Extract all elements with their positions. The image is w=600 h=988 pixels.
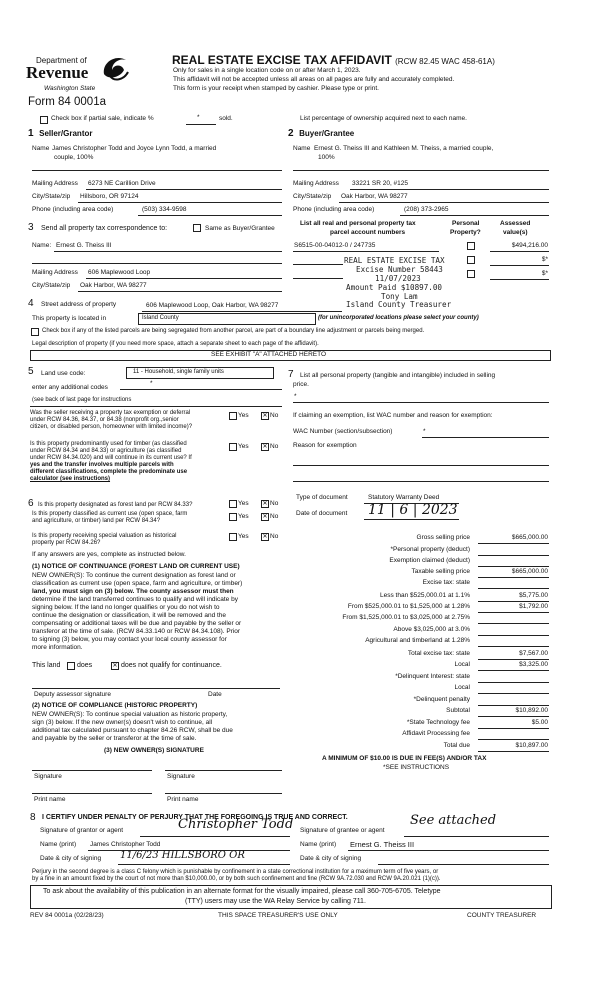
tax-row-value[interactable]: $7,567.00 bbox=[519, 650, 548, 657]
dept-line3: Washington State bbox=[44, 85, 96, 92]
parcel-col2-header: Personal bbox=[452, 220, 480, 227]
parcel-row1-value[interactable]: $494,216.00 bbox=[511, 242, 548, 249]
tax-row-underline bbox=[478, 623, 549, 624]
land-does-not-label: does not qualify for continuance. bbox=[121, 662, 222, 669]
q-timber-line4: yes and the transfer involves multiple parcels with bbox=[30, 462, 174, 468]
q-exemption-no-label: No bbox=[270, 412, 279, 419]
corr-city[interactable]: Oak Harbor, WA 98277 bbox=[80, 282, 147, 289]
tax-row-underline bbox=[478, 659, 549, 660]
name-grantee-label: Name (print) bbox=[300, 841, 337, 848]
deputy-date-label: Date bbox=[208, 691, 222, 698]
parcel-row3-value-underline bbox=[490, 279, 549, 280]
minimum-fee-note: A MINIMUM OF $10.00 IS DUE IN FEE(S) AND/OR TAX bbox=[322, 755, 487, 762]
q-timber-line5: different classifications, complete the predominate use bbox=[30, 469, 188, 475]
land-does-not-checkbox[interactable]: ✕ bbox=[112, 663, 118, 669]
name-grantor-label: Name (print) bbox=[40, 841, 77, 848]
q-current-use-yes-checkbox[interactable] bbox=[229, 513, 237, 521]
tax-row-label: From $1,525,000.01 to $3,025,000 at 2.75% bbox=[342, 614, 470, 621]
new-owner-print-label-2: Print name bbox=[167, 796, 199, 803]
property-street[interactable]: 606 Maplewood Loop, Oak Harbor, WA 98277 bbox=[146, 302, 279, 309]
wac-underline bbox=[422, 437, 549, 438]
located-label: This property is located in bbox=[32, 315, 107, 322]
q-timber-line1: Is this property predominantly used for timber (as classified bbox=[30, 441, 187, 447]
notice2-line3: additional tax calculated pursuant to chapter 84.26 RCW, shall be due bbox=[32, 727, 233, 734]
notice3-title: (3) NEW OWNER(S) SIGNATURE bbox=[104, 747, 204, 754]
reason-label: Reason for exemption bbox=[293, 442, 357, 449]
seller-city[interactable]: Hillsboro, OR 97124 bbox=[80, 193, 139, 200]
notice1-line8: transferor at the time of sale. (RCW 84.33.140 or RCW 84.34.108). Prior bbox=[32, 628, 241, 635]
parcel-col1-header-b: parcel account numbers bbox=[330, 229, 406, 236]
personal-property-num: 7 bbox=[288, 369, 294, 380]
revenue-swirl-icon bbox=[100, 54, 130, 82]
buyer-mailing-underline bbox=[350, 189, 549, 190]
tax-row-label: Local bbox=[454, 684, 470, 691]
corr-blank-underline bbox=[32, 263, 282, 264]
new-owner-print-label-1: Print name bbox=[34, 796, 66, 803]
parcel-row1-number[interactable]: S6515-00-04012-0 / 247735 bbox=[294, 242, 376, 249]
q-timber-line6[interactable]: calculator (see instructions) bbox=[30, 476, 111, 482]
partial-sold-label: sold. bbox=[219, 115, 233, 122]
corr-mailing-label: Mailing Address bbox=[32, 269, 78, 276]
property-street-underline bbox=[142, 311, 342, 312]
tax-row-underline bbox=[478, 693, 549, 694]
tax-row-underline bbox=[478, 646, 549, 647]
notice1-line3: land, you must sign on (3) below. The county assessor must then bbox=[32, 588, 234, 595]
new-owner-signature-line-2 bbox=[165, 770, 282, 771]
stamp-line6: Island County Treasurer bbox=[346, 300, 452, 309]
this-land-label: This land bbox=[32, 662, 61, 669]
q-exemption-line2: under RCW 84.36, 84.37, or 84.38 (nonprofit org.,senior bbox=[30, 417, 179, 423]
corr-name-label: Name: bbox=[32, 242, 52, 249]
doc-date-underline bbox=[364, 519, 459, 520]
stamp-line3: 11/07/2023 bbox=[375, 274, 421, 283]
parcel-row1-underline bbox=[293, 251, 439, 252]
q-forest-yes-label: Yes bbox=[238, 500, 249, 507]
notice2-line1: NEW OWNER(S): To continue special valuation as historic property, bbox=[32, 711, 228, 718]
seller-city-label: City/State/zip bbox=[32, 193, 71, 200]
seller-phone[interactable]: (503) 334-9598 bbox=[142, 206, 187, 213]
date-grantor-line bbox=[118, 864, 290, 865]
q-historic-yes-label: Yes bbox=[238, 533, 249, 540]
q-forest-label: Is this property designated as forest land per RCW 84.33? bbox=[38, 502, 193, 508]
seller-name-label: Name bbox=[32, 145, 50, 152]
form-number: Form 84 0001a bbox=[28, 96, 106, 108]
legal-description-label: Legal description of property (if you need more space, attach a separate sheet to each page of the affidavit). bbox=[32, 341, 319, 347]
seller-name-line1[interactable]: James Christopher Todd and Joyce Lynn Todd, a married bbox=[52, 145, 217, 152]
q-forest-no-label: No bbox=[270, 500, 279, 507]
q-current-use-no-checkbox[interactable]: ✕ bbox=[262, 514, 268, 520]
buyer-city-label: City/State/zip bbox=[293, 193, 332, 200]
deputy-signature-line bbox=[32, 688, 280, 689]
land-does-checkbox[interactable] bbox=[67, 662, 75, 670]
tax-row-label: Total excise tax: state bbox=[407, 650, 470, 657]
segregated-label: Check box if any of the listed parcels are being segregated from another parcel, are part of a boundary line adjustment or parcels being merged. bbox=[42, 328, 425, 334]
corr-mailing-underline bbox=[86, 278, 282, 279]
reason-underline-1 bbox=[293, 465, 549, 466]
notice1-line5: signing below. If the land no longer qualifies or you do not wish to bbox=[32, 604, 220, 611]
new-owner-print-line-2 bbox=[165, 793, 282, 794]
tax-row-value[interactable]: $10,897.00 bbox=[515, 742, 548, 749]
dept-line1: Department of bbox=[36, 56, 87, 65]
tax-row-label: Agricultural and timberland at 1.28% bbox=[365, 637, 470, 644]
corr-city-underline bbox=[78, 291, 282, 292]
seller-mailing[interactable]: 6273 NE Carillion Drive bbox=[88, 180, 156, 187]
name-grantee-value[interactable]: Ernest G. Theiss III bbox=[350, 840, 415, 849]
q-timber-no-label: No bbox=[270, 443, 279, 450]
county-value: Island County bbox=[142, 315, 179, 321]
tax-row-underline bbox=[478, 588, 549, 589]
tax-row-label: Less than $525,000.01 at 1.1% bbox=[380, 592, 470, 599]
new-owner-signature-line-1 bbox=[32, 770, 152, 771]
new-owner-signature-label-1: Signature bbox=[34, 773, 62, 780]
q-historic-no-checkbox[interactable]: ✕ bbox=[262, 534, 268, 540]
personal-property-value[interactable]: * bbox=[294, 393, 297, 400]
new-owner-print-line-1 bbox=[32, 793, 152, 794]
tax-row-underline bbox=[478, 555, 549, 556]
correspondence-num: 3 bbox=[28, 222, 34, 233]
street-label: Street address of property bbox=[41, 301, 117, 308]
accessibility-line1: To ask about the availability of this publication in an alternate format for the visually impaired, please call 360-705-6705. Teletype bbox=[43, 888, 441, 895]
sig-grantor-line bbox=[140, 836, 290, 837]
header-line2: This affidavit will not be accepted unless all areas on all pages are fully and accurately completed. bbox=[173, 76, 455, 83]
seller-heading: 1 Seller/Grantor bbox=[28, 128, 93, 139]
wac-value[interactable]: * bbox=[423, 428, 426, 435]
section6-num: 6 bbox=[28, 498, 34, 509]
parcel-col1-header: List all real and personal property tax bbox=[300, 220, 416, 227]
list-percentage-note: List percentage of ownership acquired next to each name. bbox=[300, 115, 467, 122]
parcel-col2-header-b: Property? bbox=[450, 229, 481, 236]
corr-city-label: City/State/zip bbox=[32, 282, 71, 289]
new-owner-signature-label-2: Signature bbox=[167, 773, 195, 780]
tax-row-value[interactable]: $5,775.00 bbox=[519, 592, 548, 599]
seller-name-underline bbox=[32, 170, 282, 171]
seller-name-line2[interactable]: couple, 100% bbox=[54, 154, 94, 161]
certify-heading: I CERTIFY UNDER PENALTY OF PERJURY THAT THE FOREGOING IS TRUE AND CORRECT. bbox=[42, 814, 348, 821]
notice1-line7: compensating or additional taxes will be due and payable by the seller or bbox=[32, 620, 242, 627]
notice2-line4: and payable by the seller or transferor at the time of sale. bbox=[32, 735, 197, 742]
tax-row-label: *Delinquent penalty bbox=[413, 696, 470, 703]
corr-mailing[interactable]: 606 Maplewood Loop bbox=[88, 269, 151, 276]
name-grantee-line bbox=[348, 850, 549, 851]
land-does-label: does bbox=[77, 662, 93, 669]
notice1-line10: more information. bbox=[32, 644, 83, 651]
buyer-name-line1[interactable]: Ernest G. Theiss III and Kathleen M. Theiss, a married couple, bbox=[314, 145, 494, 152]
tax-row-value[interactable]: $665,000.00 bbox=[511, 534, 548, 541]
buyer-city-underline bbox=[339, 202, 549, 203]
same-as-buyer-checkbox[interactable] bbox=[193, 224, 201, 232]
sig-grantee-line bbox=[404, 836, 549, 837]
parcel-col3-header: Assessed bbox=[500, 220, 531, 227]
stamp-line5: Tony Lam bbox=[381, 292, 418, 301]
q-timber-no-checkbox[interactable]: ✕ bbox=[262, 444, 268, 450]
doc-type-label: Type of document bbox=[296, 494, 348, 501]
parcel-row2-underline bbox=[293, 264, 343, 265]
tax-row-label: *State Technology fee bbox=[406, 719, 470, 726]
q-historic-yes-checkbox[interactable] bbox=[229, 533, 237, 541]
stamp-line2: Excise Number 58443 bbox=[356, 265, 443, 274]
q-timber-yes-checkbox[interactable] bbox=[229, 443, 237, 451]
see-back-note: (see back of last page for instructions bbox=[32, 397, 132, 403]
tax-row-underline bbox=[478, 705, 549, 706]
footer-treasurer-only: THIS SPACE TREASURER'S USE ONLY bbox=[218, 912, 338, 919]
legal-description-field[interactable] bbox=[30, 350, 551, 361]
seller-mailing-underline bbox=[86, 189, 282, 190]
doc-type-value[interactable]: Statutory Warranty Deed bbox=[368, 494, 440, 501]
buyer-heading: 2 Buyer/Grantee bbox=[288, 128, 355, 139]
land-use-select[interactable] bbox=[126, 367, 274, 379]
notice2-line2: sign (3) below. If the new owner(s) doesn't wish to continue, all bbox=[32, 719, 213, 726]
q-exemption-no-checkbox[interactable]: ✕ bbox=[262, 413, 268, 419]
tax-row-value[interactable]: $10,892.00 bbox=[515, 707, 548, 714]
tax-row-underline bbox=[478, 635, 549, 636]
reason-underline-2 bbox=[293, 481, 549, 482]
partial-pct-value[interactable]: * bbox=[197, 114, 200, 121]
doc-date-value[interactable]: 11 | 6 | 2023 bbox=[368, 502, 458, 518]
perjury-line1: Perjury in the second degree is a class C felony which is punishable by confinement in a state correctional institution for a maximum term of five years, or bbox=[32, 869, 439, 875]
if-yes-note: If any answers are yes, complete as instructed below. bbox=[32, 551, 186, 558]
additional-codes-value[interactable]: * bbox=[150, 380, 153, 387]
tax-row-underline bbox=[478, 739, 549, 740]
county-select[interactable] bbox=[138, 313, 316, 325]
buyer-phone-label: Phone (including area code) bbox=[293, 206, 375, 213]
corr-name[interactable]: Ernest G. Theiss III bbox=[56, 242, 112, 249]
name-grantor-value[interactable]: James Christopher Todd bbox=[90, 841, 161, 848]
tax-row-underline bbox=[478, 543, 549, 544]
q-timber-line3: under RCW 84.34.020) and will continue in its current use? If bbox=[30, 455, 192, 461]
perjury-line2: by a fine in an amount fixed by the court of not more than $10,000.00, or by both such confinement and fine (RCW 9A.72.030 and RCW 9A.20.021 (1)(c)). bbox=[32, 876, 441, 882]
tax-row-label: *Personal property (deduct) bbox=[390, 546, 470, 553]
doc-date-label: Date of document bbox=[296, 510, 348, 517]
dept-line2: Revenue bbox=[26, 63, 89, 82]
seller-mailing-label: Mailing Address bbox=[32, 180, 78, 187]
parcel-row1-value-underline bbox=[490, 251, 549, 252]
partial-underline bbox=[186, 124, 216, 125]
tax-row-label: From $525,000.01 to $1,525,000 at 1.28% bbox=[347, 603, 470, 610]
buyer-city[interactable]: Oak Harbor, WA 98277 bbox=[341, 193, 408, 200]
tax-row-label: Affidavit Processing fee bbox=[402, 730, 470, 737]
q-exemption-yes-label: Yes bbox=[238, 412, 249, 419]
tax-row-label: Exemption claimed (deduct) bbox=[389, 557, 470, 564]
q-forest-no-checkbox[interactable]: ✕ bbox=[262, 501, 268, 507]
tax-row-label: Gross selling price bbox=[416, 534, 470, 541]
personal-property-label: List all personal property (tangible and intangible) included in selling bbox=[300, 372, 496, 379]
tax-row-value[interactable]: $665,000.00 bbox=[511, 568, 548, 575]
tax-row-label: *Delinquent Interest: state bbox=[395, 673, 470, 680]
buyer-name-underline bbox=[293, 170, 549, 171]
form-title: REAL ESTATE EXCISE TAX AFFIDAVIT (RCW 82.45 WAC 458-61A) bbox=[172, 53, 495, 67]
segregated-checkbox[interactable] bbox=[31, 328, 39, 336]
personal-property-underline bbox=[293, 402, 549, 403]
land-use-num: 5 bbox=[28, 366, 34, 377]
q-timber-yes-label: Yes bbox=[238, 443, 249, 450]
tax-row-value[interactable]: $5.00 bbox=[531, 719, 548, 726]
date-grantee-line bbox=[378, 864, 549, 865]
notice1-title: (1) NOTICE OF CONTINUANCE (FOREST LAND OR CURRENT USE) bbox=[32, 563, 240, 570]
land-use-divider bbox=[30, 406, 282, 407]
q-exemption-line1: Was the seller receiving a property tax exemption or deferral bbox=[30, 410, 191, 416]
additional-codes-underline bbox=[120, 389, 282, 390]
stamp-line1: REAL ESTATE EXCISE TAX bbox=[344, 256, 445, 265]
deputy-signature-label: Deputy assessor signature bbox=[34, 691, 111, 698]
accessibility-line2: (TTY) users may use the WA Relay Service by calling 711. bbox=[185, 898, 366, 905]
tax-row-label: Local bbox=[454, 661, 470, 668]
date-grantor-value[interactable]: 11/6/23 HILLSBORO OR bbox=[120, 850, 245, 861]
tax-row-value[interactable]: $3,325.00 bbox=[519, 661, 548, 668]
tax-row-underline bbox=[478, 612, 549, 613]
tax-row-underline bbox=[478, 566, 549, 567]
parcel-row3-personal-checkbox[interactable] bbox=[467, 270, 475, 278]
parcel-row3-underline bbox=[293, 278, 343, 279]
land-use-value: 11 - Household, single family units bbox=[133, 369, 224, 375]
unincorporated-note: (for unincorporated locations please select your county) bbox=[318, 315, 479, 321]
wac-label: WAC Number (section/subsection) bbox=[293, 428, 393, 435]
q-timber-line2: under RCW 84.34 and 84.33) or agriculture (as classified bbox=[30, 448, 182, 454]
accessibility-box bbox=[30, 885, 552, 909]
tax-row-underline bbox=[478, 716, 549, 717]
q-current-use-line2: and agriculture, or timber) land per RCW 84.34? bbox=[32, 518, 161, 524]
personal-property-label-2: price. bbox=[293, 381, 309, 388]
see-instructions-note: *SEE INSTRUCTIONS bbox=[383, 764, 450, 771]
tax-row-label: Subtotal bbox=[446, 707, 470, 714]
q-exemption-line3: citizen, or disabled person, homeowner with limited income)? bbox=[30, 424, 193, 430]
seller-phone-label: Phone (including area code) bbox=[32, 206, 114, 213]
buyer-mailing-label: Mailing Address bbox=[293, 180, 339, 187]
buyer-name-line2[interactable]: 100% bbox=[318, 154, 335, 161]
tax-row-label: Total due bbox=[443, 742, 470, 749]
land-use-label: Land use code: bbox=[41, 370, 86, 377]
parcel-row2-value[interactable]: $* bbox=[541, 256, 548, 263]
date-grantor-label: Date & city of signing bbox=[40, 855, 102, 862]
q-current-use-yes-label: Yes bbox=[238, 513, 249, 520]
parcel-row1-personal-checkbox[interactable] bbox=[467, 242, 475, 250]
buyer-name-label: Name bbox=[293, 145, 311, 152]
correspondence-label: Send all property tax correspondence to: bbox=[41, 225, 168, 232]
buyer-phone-underline bbox=[400, 215, 549, 216]
same-as-buyer-label: Same as Buyer/Grantee bbox=[205, 225, 275, 232]
additional-codes-label: enter any additional codes bbox=[32, 384, 108, 391]
sig-grantee-signature[interactable]: See attached bbox=[410, 813, 497, 828]
partial-sale-label: Check box if partial sale, indicate % bbox=[51, 115, 154, 122]
q-historic-line1: Is this property receiving special valuation as historical bbox=[32, 533, 177, 539]
sig-grantor-signature[interactable]: Christopher Todd bbox=[178, 817, 294, 832]
buyer-phone[interactable]: (208) 373-2965 bbox=[404, 206, 449, 213]
footer-rev: REV 84 0001a (02/28/23) bbox=[30, 912, 104, 919]
corr-name-underline bbox=[54, 251, 282, 252]
certify-num: 8 bbox=[30, 812, 36, 823]
legal-description-value: SEE EXHIBIT "A" ATTACHED HERETO bbox=[211, 351, 327, 358]
parcel-row2-personal-checkbox[interactable] bbox=[467, 256, 475, 264]
q-current-use-line1: Is this property classified as current use (open space, farm bbox=[32, 511, 188, 517]
buyer-mailing[interactable]: 33221 SR 20, #125 bbox=[352, 180, 409, 187]
notice1-line4: determine if the land transferred continues to qualify and will indicate by bbox=[32, 596, 238, 603]
seller-phone-underline bbox=[138, 215, 282, 216]
q-historic-line2: property per RCW 84.26? bbox=[32, 540, 101, 546]
q-historic-no-label: No bbox=[270, 533, 279, 540]
partial-sale-checkbox[interactable] bbox=[40, 116, 48, 124]
parcel-row2-value-underline bbox=[490, 265, 549, 266]
tax-row-label: Taxable selling price bbox=[411, 568, 470, 575]
notice1-line1: NEW OWNER(S): To continue the current designation as forest land or bbox=[32, 572, 236, 579]
exemption-label: If claiming an exemption, list WAC number and reason for exemption: bbox=[293, 412, 493, 419]
footer-county-treasurer: COUNTY TREASURER bbox=[467, 912, 537, 919]
parcel-col3-header-b: value(s) bbox=[503, 229, 528, 236]
property-num: 4 bbox=[28, 298, 34, 309]
tax-row-label: Above $3,025,000 at 3.0% bbox=[393, 626, 470, 633]
notice2-title: (2) NOTICE OF COMPLIANCE (HISTORIC PROPERTY) bbox=[32, 702, 198, 709]
header-line3: This form is your receipt when stamped by cashier. Please type or print. bbox=[173, 85, 379, 92]
notice1-line2: classification as current use (open space, farm and agriculture, or timber) bbox=[32, 580, 243, 587]
stamp-line4: Amount Paid $10897.00 bbox=[346, 283, 443, 292]
tax-row-value[interactable]: $1,792.00 bbox=[519, 603, 548, 610]
tax-row-underline bbox=[478, 601, 549, 602]
q-current-use-no-label: No bbox=[270, 513, 279, 520]
seller-city-underline bbox=[78, 202, 282, 203]
tax-row-underline bbox=[478, 577, 549, 578]
sig-grantee-label: Signature of grantee or agent bbox=[300, 827, 385, 834]
sig-grantor-label: Signature of grantor or agent bbox=[40, 827, 124, 834]
notice1-line9: to signing (3) below, you may contact your local county assessor for bbox=[32, 636, 227, 643]
tax-row-underline bbox=[478, 670, 549, 671]
header-line1: Only for sales in a single location code on or after March 1, 2023. bbox=[173, 67, 361, 74]
parcel-row3-value[interactable]: $* bbox=[541, 270, 548, 277]
q-exemption-yes-checkbox[interactable] bbox=[229, 412, 237, 420]
tax-row-underline bbox=[478, 728, 549, 729]
notice1-line6: continue the designation or classification, it will be removed and the bbox=[32, 612, 227, 619]
date-grantee-label: Date & city of signing bbox=[300, 855, 362, 862]
tax-row-underline bbox=[478, 751, 549, 752]
tax-row-underline bbox=[478, 682, 549, 683]
tax-row-label: Excise tax: state bbox=[422, 579, 470, 586]
q-forest-yes-checkbox[interactable] bbox=[229, 500, 237, 508]
